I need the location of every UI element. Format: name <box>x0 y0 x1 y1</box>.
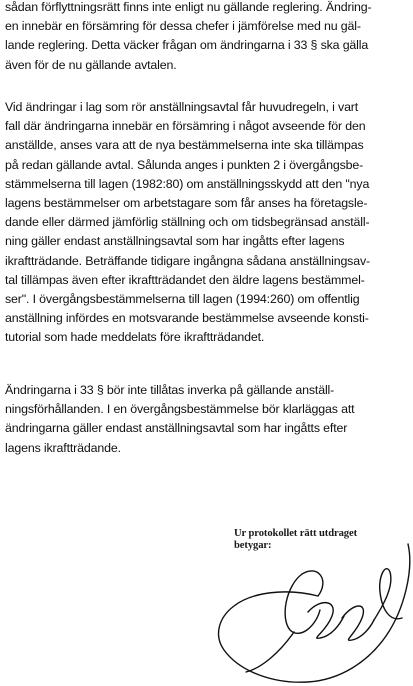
text-line: en innebär en försämring för dessa chefer i jämförelse med nu gäl- <box>5 19 361 34</box>
text-line: även för de nu gällande avtalen. <box>5 57 177 72</box>
paragraph-3 <box>5 381 407 458</box>
text-line: ser". I övergångsbestämmelserna till lagen (1994:260) om offentlig <box>5 292 360 307</box>
text-line: ningsförhållanden. I en övergångsbestämmelse bör klarläggas att <box>5 402 355 417</box>
text-line: Ändringarna i 33 § bör inte tillåtas inverka på gällande anställ- <box>5 383 335 397</box>
paragraph-2 <box>5 98 407 348</box>
text-line: lagens ikraftträdande. <box>5 440 121 455</box>
stamp-line: betygar: <box>234 540 272 551</box>
text-line: ikraftträdande. Beträffande tidigare ingångna sådana anställningsav- <box>5 253 370 268</box>
stamp-line: Ur protokollet rätt utdraget <box>234 528 358 539</box>
text-line: dande eller därmed jämförlig ställning och om tidsbegränsad anställ- <box>5 215 370 230</box>
text-line: på redan gällande avtal. Sålunda anges i punkten 2 i övergångsbe- <box>5 157 364 172</box>
signature-stroke <box>308 603 344 639</box>
text-line: tal tillämpas även efter ikraftträdandet den äldre lagens bestämmel- <box>5 272 365 287</box>
text-line: Vid ändringar i lag som rör anställningsavtal får huvudregeln, i vart <box>5 100 359 114</box>
text-line: lande reglering. Detta väcker frågan om ändringarna i 33 § ska gälla <box>5 38 369 53</box>
text-line: ändringarna gäller endast anställningsavtal som har ingåtts efter <box>5 421 348 436</box>
text-line: sådan förflyttningsrätt finns inte enligt nu gällande reglering. Ändring- <box>5 0 372 14</box>
signature-stroke <box>285 571 323 633</box>
signature-stroke <box>374 569 402 620</box>
text-line: tutorial som hade meddelats före ikraftträdandet. <box>5 330 265 345</box>
paragraph-1 <box>5 0 407 75</box>
text-line: fall där ändringarna innebär en försämring i något avseende för den <box>5 119 366 134</box>
text-line: ning gäller endast anställningsavtal som har ingåtts efter lagens <box>5 234 345 249</box>
text-line: stämmelserna till lagen (1982:80) om anställningsskydd att den "nya <box>5 176 370 191</box>
signature-stroke <box>246 632 294 672</box>
handwritten-signature <box>190 540 413 686</box>
text-line: anställning infördes en motsvarande bestämmelse avseende konsti- <box>5 311 369 326</box>
signature-stroke <box>219 544 410 682</box>
text-line: anställde, anses vara att de nya bestämmelserna inte ska tillämpas <box>5 138 364 153</box>
signature-stroke <box>342 606 374 640</box>
text-line: lagens bestämmelser om arbetstagare som får anses ha företagsle- <box>5 196 368 211</box>
